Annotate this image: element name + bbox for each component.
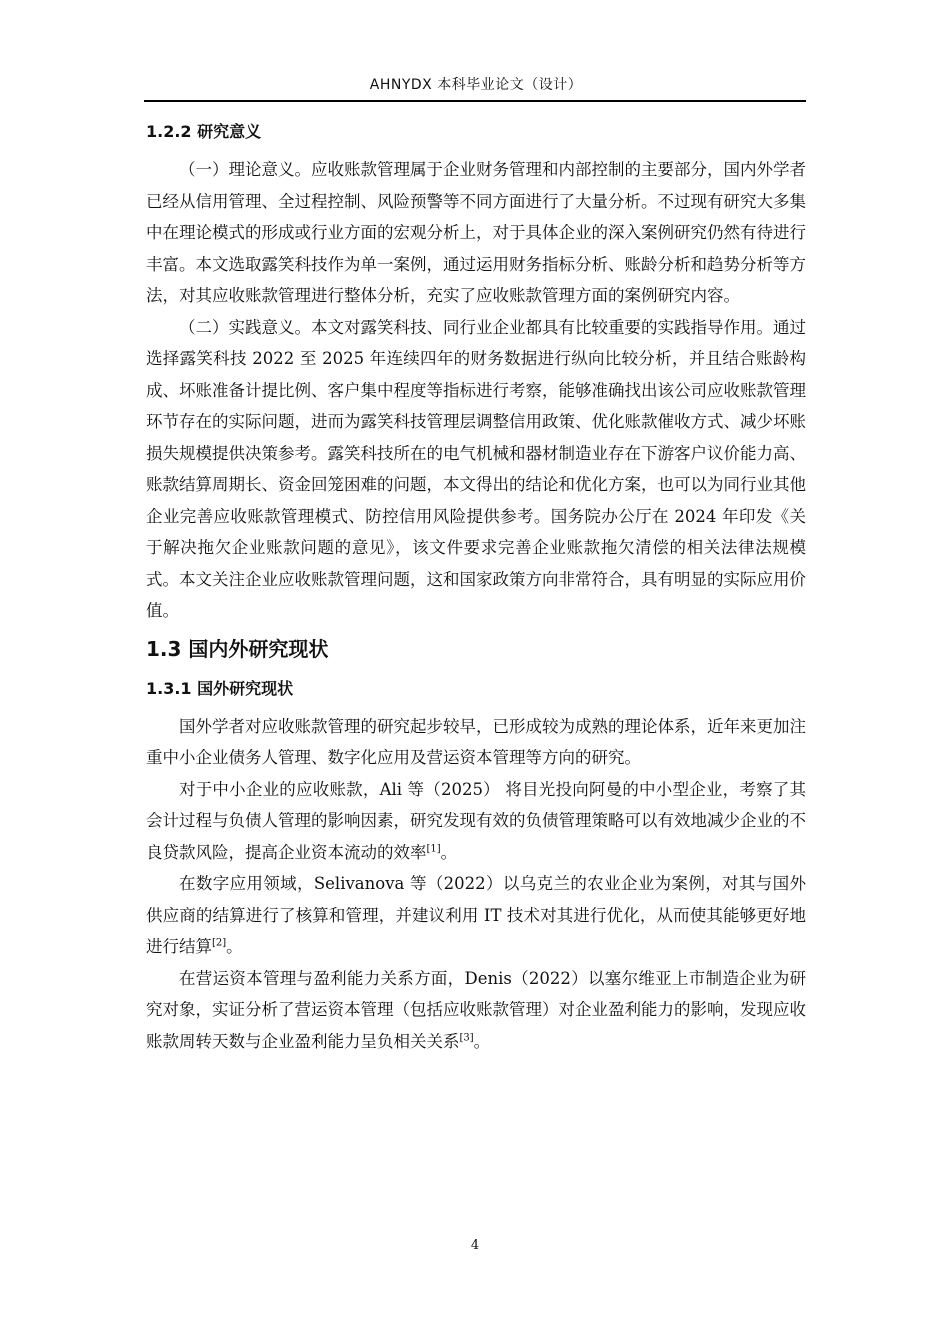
citation-ref: [1]	[426, 843, 441, 854]
paragraph-end: 。	[473, 1031, 491, 1051]
paragraph-end: 。	[440, 842, 458, 862]
section-heading-1-3: 1.3 国内外研究现状	[146, 636, 329, 661]
section-heading-1-2-2: 1.2.2 研究意义	[146, 122, 262, 141]
paragraph-practical-significance: （二）实践意义。本文对露笑科技、同行业企业都具有比较重要的实践指导作用。通过选择露笑科技 2022 至 2025 年连续四年的财务数据进行纵向比较分析，并且结合账龄构成、坏账准备计提比例、客户集中程度等指标进行考察，能够准确找出该公司应收账款管理环节存在的实际问题，进而为露笑科技管理层调整信用政策、优化账款催收方式、减少坏账损失规模提供决策参考。露笑科技所在的电气机械和器材制造业存在下游客户议价能力高、账款结算周期长、资金回笼困难的问题，本文得出的结论和优化方案，也可以为同行业其他企业完善应收账款管理模式、防控信用风险提供参考。国务院办公厅在 2024 年印发《关于解决拖欠企业账款问题的意见》，该文件要求完善企业账款拖欠清偿的相关法律法规模式。本文关注企业应收账款管理问题，这和国家政策方向非常符合，具有明显的实际应用价值。	[146, 317, 806, 620]
paragraph-sme-receivables	[146, 774, 806, 869]
running-header: AHNYDX 本科毕业论文（设计）	[369, 77, 583, 93]
section-heading-1-3-1: 1.3.1 国外研究现状	[146, 678, 294, 698]
paragraph-digital-application	[146, 868, 806, 963]
paragraph-working-capital	[146, 963, 806, 1058]
paragraph-end: 。	[226, 937, 243, 956]
paragraph-theoretical-significance: （一）理论意义。应收账款管理属于企业财务管理和内部控制的主要部分，国内外学者已经从信用管理、全过程控制、风险预警等不同方面进行了大量分析。不过现有研究大多集中在理论模式的形成或行业方面的宏观分析上，对于具体企业的深入案例研究仍然有待进行丰富。本文选取露笑科技作为单一案例，通过运用财务指标分析、账龄分析和趋势分析等方法，对其应收账款管理进行整体分析，充实了应收账款管理方面的案例研究内容。	[146, 160, 806, 305]
paragraph-text: 在营运资本管理与盈利能力关系方面，Denis（2022）以塞尔维亚上市制造企业为研究对象，实证分析了营运资本管理（包括应收账款管理）对企业盈利能力的影响，发现应收账款周转天数与企业盈利能力呈负相关关系	[146, 968, 806, 1051]
citation-ref: [2]	[212, 937, 227, 949]
header-rule	[144, 100, 806, 102]
page-content	[146, 114, 806, 1057]
citation-ref: [3]	[459, 1032, 474, 1043]
paragraph-text: 对于中小企业的应收账款，Ali 等（2025） 将目光投向阿曼的中小型企业，考察了其会计过程与负债人管理的影响因素，研究发现有效的负债管理策略可以有效地减少企业的不良贷款风险，提高企业资本流动的效率	[146, 779, 806, 862]
page-number: 4	[470, 1238, 480, 1253]
paragraph-foreign-overview: 国外学者对应收账款管理的研究起步较早，已形成较为成熟的理论体系，近年来更加注重中小企业债务人管理、数字化应用及营运资本管理等方向的研究。	[146, 716, 806, 767]
paragraph-text: 在数字应用领域，Selivanova 等（2022）以乌克兰的农业企业为案例，对其与国外供应商的结算进行了核算和管理，并建议利用 IT 技术对其进行优化，从而使其能够更好地进行结算	[146, 874, 806, 956]
